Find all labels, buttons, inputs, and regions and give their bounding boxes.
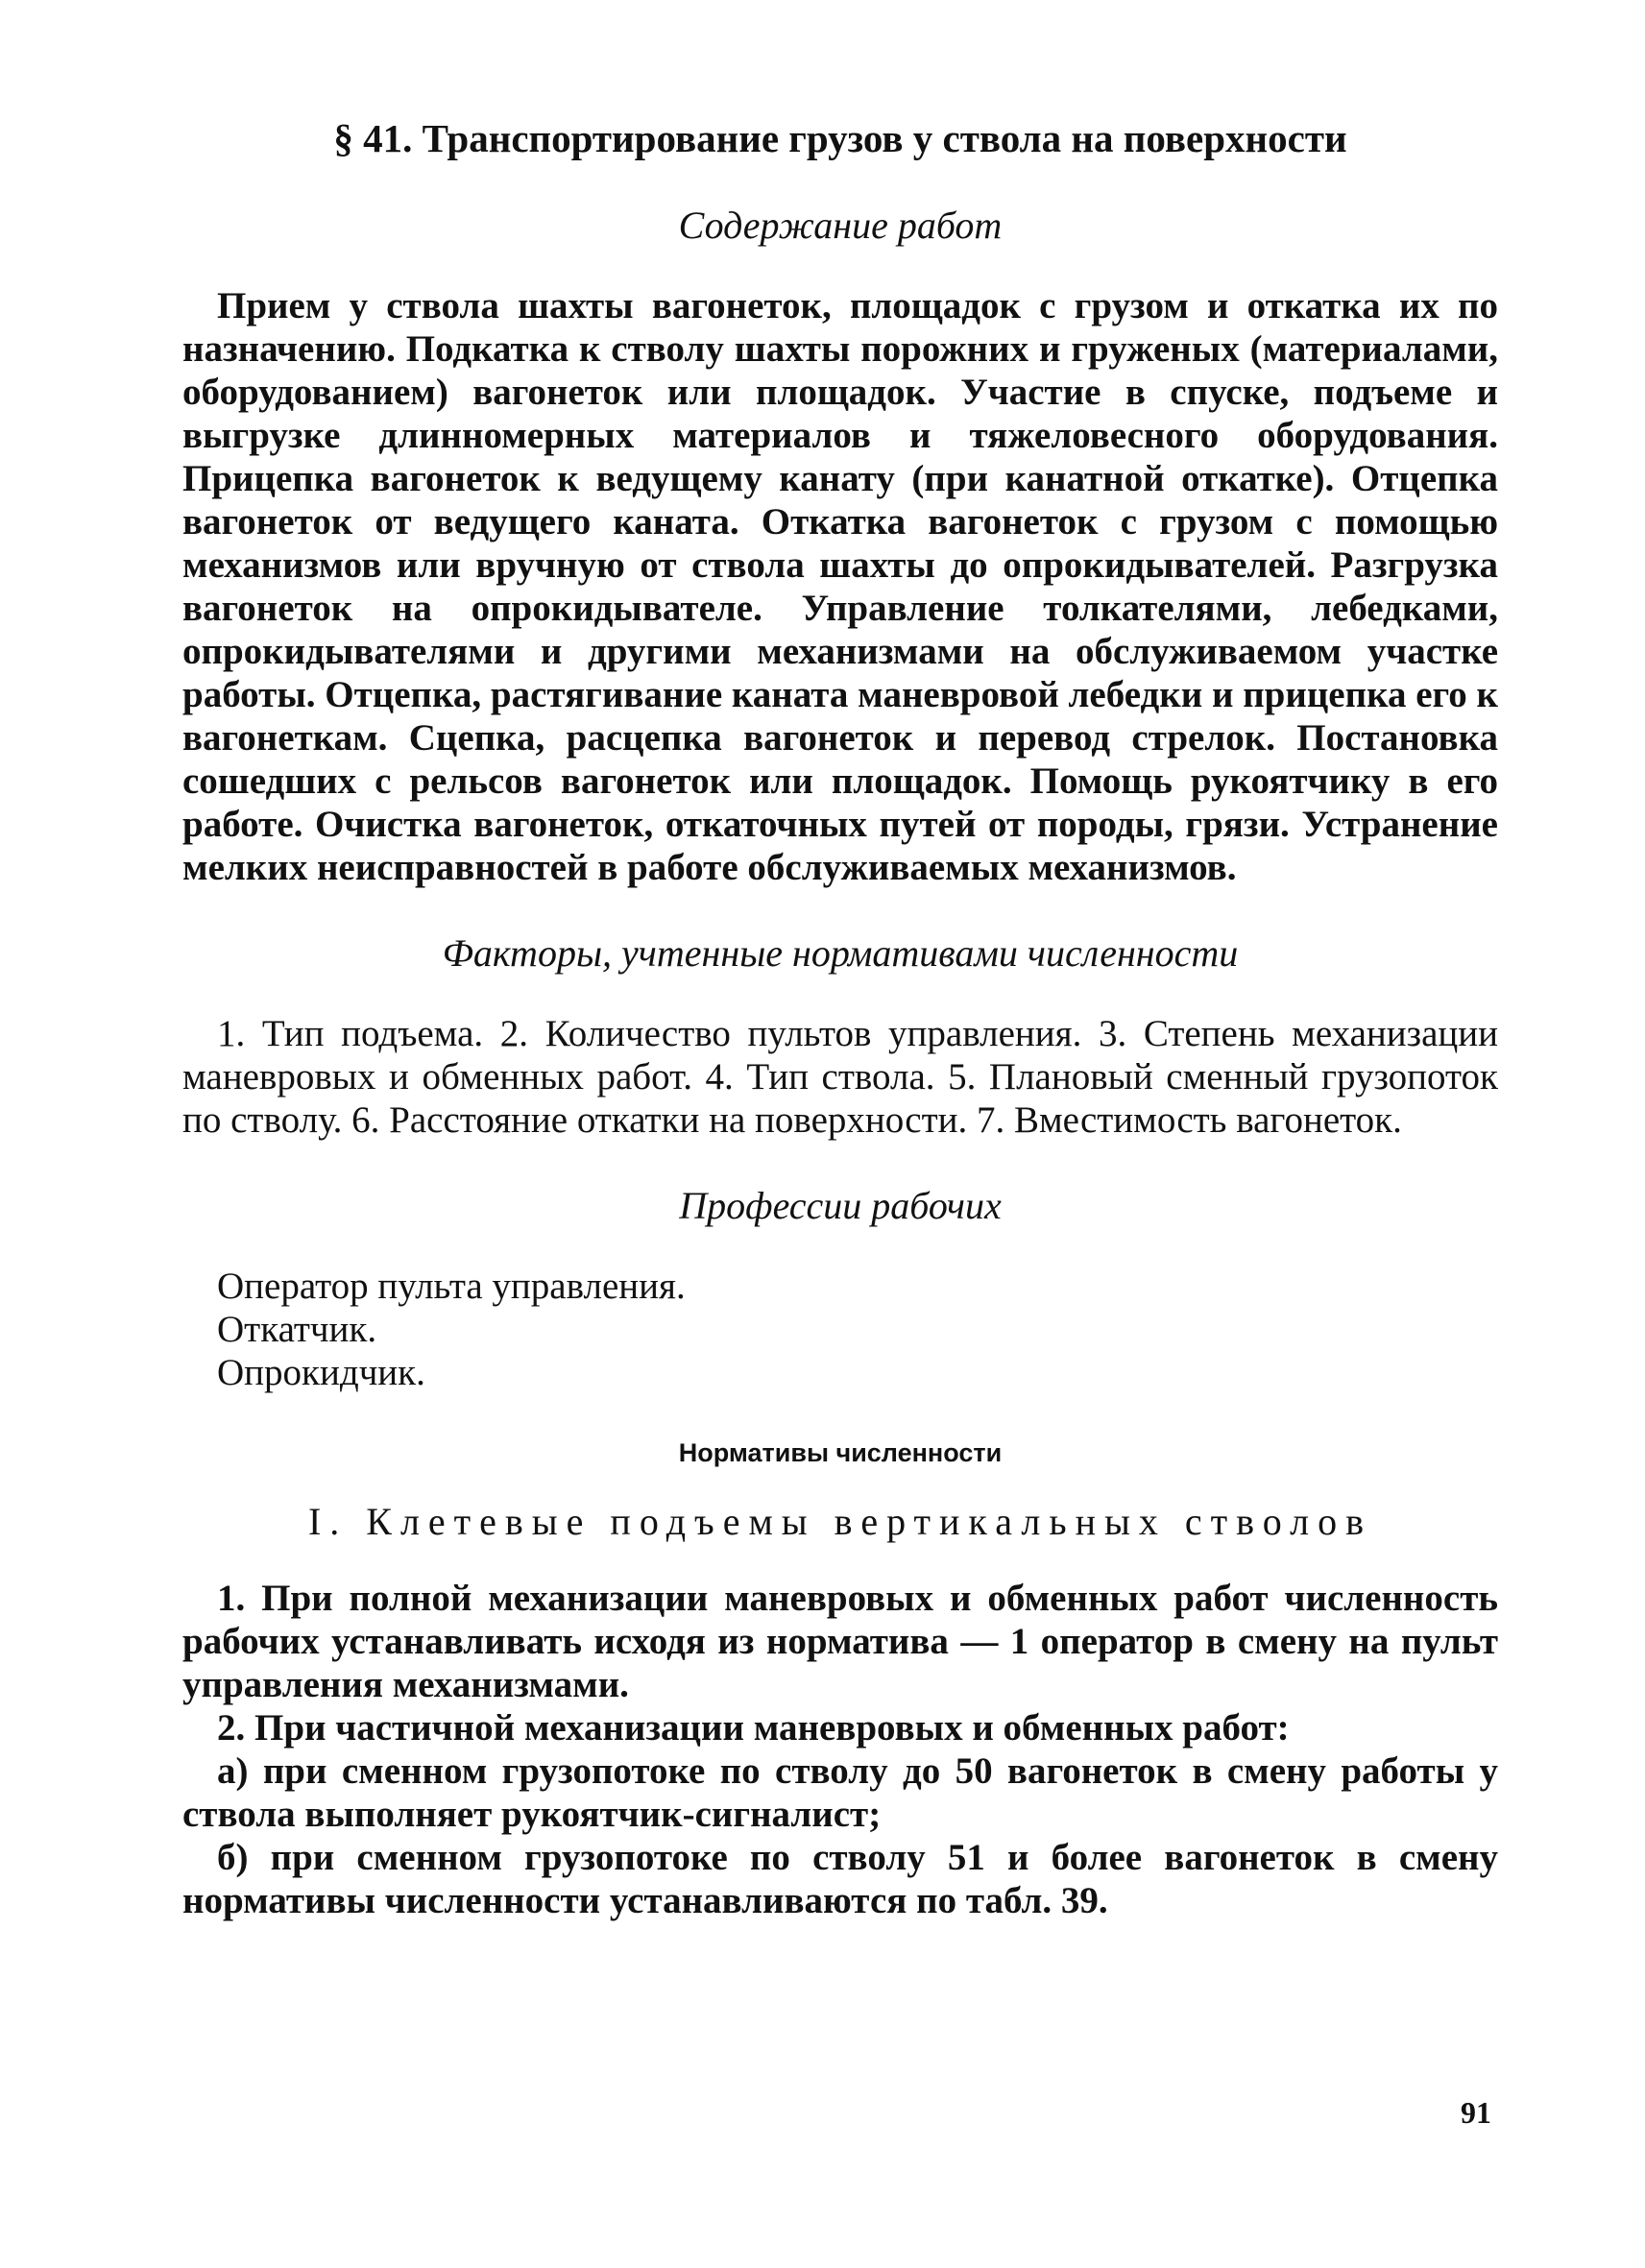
section-title: § 41. Транспортирование грузов у ствола на поверхности <box>333 116 1347 160</box>
profession-item: Оператор пульта управления. <box>217 1266 686 1307</box>
professions-heading: Профессии рабочих <box>679 1184 1002 1227</box>
profession-item: Опрокидчик. <box>217 1352 425 1393</box>
norms-paragraph-3: а) при сменном грузопотоке по стволу до 50 вагонеток в смену работы у ствола выполняет рукоятчик-сигналист; <box>182 1750 1498 1835</box>
norms-paragraph-1: 1. При полной механизации маневровых и обменных работ численность рабочих устанавливать исходя из норматива — 1 оператор в смену на пульт управления механизмами. <box>182 1578 1498 1705</box>
norms-title: Нормативы численности <box>678 1438 1003 1467</box>
document-page <box>182 115 1498 1922</box>
norms-paragraph-2: 2. При частичной механизации маневровых и обменных работ: <box>217 1707 1290 1749</box>
work-content-text: Прием у ствола шахты вагонеток, площадок с грузом и откатка их по назначению. Подкатка к стволу шахты порожних и груженых (материалами, оборудованием) вагонеток или площадок. Участие в спуске, подъеме и выгрузке длинномерных материалов и тяжеловесного оборудования. Прицепка вагонеток к ведущему канату (при канатной откатке). Отцепка вагонеток от ведущего каната. Откатка вагонеток с грузом с помощью механизмов или вручную от ствола шахты до опрокидывателей. Разгрузка вагонеток на опрокидывателе. Управление толкателями, лебедками, опрокидывателями и другими механизмами на обслуживаемом участке работы. Отцепка, растягивание каната маневровой лебедки и прицепка его к вагонеткам. Сцепка, расцепка вагонеток и перевод стрелок. Постановка сошедших с рельсов вагонеток или площадок. Помощь рукоятчику в его работе. Очистка вагонеток, откаточных путей от породы, грязи. Устранение мелких неисправностей в работе обслуживаемых механизмов. <box>182 285 1498 888</box>
work-content-heading: Содержание работ <box>678 204 1003 247</box>
norms-paragraph-4: б) при сменном грузопотоке по стволу 51 и более вагонеток в смену нормативы численности устанавливаются по табл. 39. <box>182 1837 1498 1921</box>
factors-text: 1. Тип подъема. 2. Количество пультов управления. 3. Степень механизации маневровых и обменных работ. 4. Тип ствола. 5. Плановый сменный грузопоток по стволу. 6. Расстояние откатки на поверхности. 7. Вместимость вагонеток. <box>182 1013 1498 1141</box>
norms-subsection-heading: I. Клетевые подъемы вертикальных стволов <box>307 1500 1373 1543</box>
professions-list <box>217 1265 1498 1394</box>
profession-item: Откатчик. <box>217 1309 377 1350</box>
factors-heading: Факторы, учтенные нормативами численности <box>442 931 1239 975</box>
page-number: 91 <box>1461 2095 1491 2130</box>
